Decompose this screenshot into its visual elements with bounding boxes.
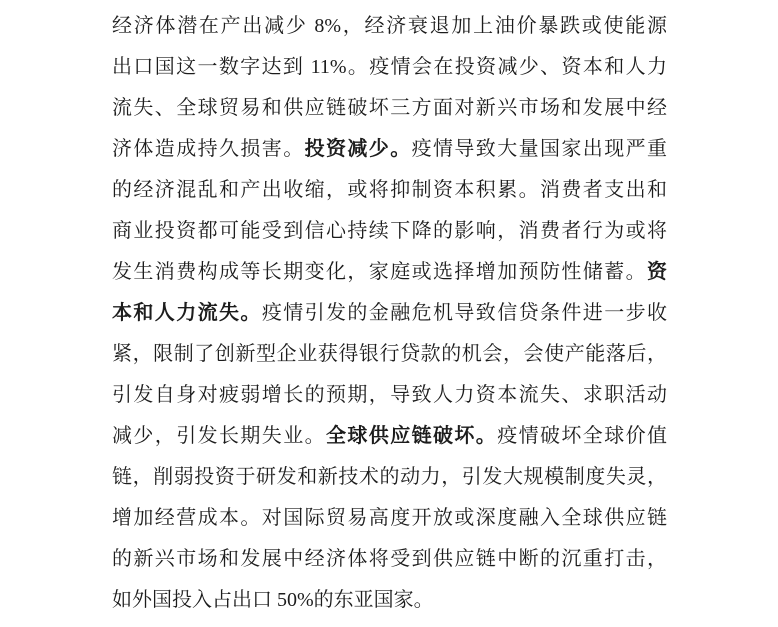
text-segment: 商业投资都可能受到信心持续下降的影响，消费者行为或将	[112, 220, 667, 242]
bold-heading-segment: 全球供应链破坏。	[326, 425, 498, 447]
text-line	[112, 252, 667, 293]
text-line	[112, 498, 667, 539]
text-segment: 紧，限制了创新型企业获得银行贷款的机会，会使产能落后，	[112, 343, 667, 365]
text-segment: 疫情导致大量国家出现严重	[411, 138, 667, 160]
text-line	[112, 334, 667, 375]
text-segment: 的新兴市场和发展中经济体将受到供应链中断的沉重打击，	[112, 548, 667, 570]
text-line	[112, 539, 667, 580]
text-segment: 增加经营成本。对国际贸易高度开放或深度融入全球供应链	[112, 507, 667, 529]
text-line	[112, 293, 667, 334]
bold-heading-segment: 本和人力流失。	[112, 302, 262, 324]
text-line	[112, 129, 667, 170]
text-segment: 的经济混乱和产出收缩，或将抑制资本积累。消费者支出和	[112, 179, 667, 201]
text-segment: 发生消费构成等长期变化，家庭或选择增加预防性储蓄。	[112, 261, 647, 283]
text-line	[112, 47, 667, 88]
text-segment: 如外国投入占出口 50%的东亚国家。	[112, 589, 434, 611]
paragraph	[112, 6, 667, 621]
text-line	[112, 375, 667, 416]
text-segment: 减少，引发长期失业。	[112, 425, 326, 447]
text-line	[112, 457, 667, 498]
text-line	[112, 6, 667, 47]
text-segment: 出口国这一数字达到 11%。疫情会在投资减少、资本和人力	[112, 56, 667, 78]
text-segment: 济体造成持久损害。	[112, 138, 305, 160]
text-segment: 引发自身对疲弱增长的预期，导致人力资本流失、求职活动	[112, 384, 667, 406]
text-line	[112, 211, 667, 252]
text-segment: 经济体潜在产出减少 8%，经济衰退加上油价暴跌或使能源	[112, 15, 667, 37]
text-line	[112, 88, 667, 129]
bold-heading-segment: 投资减少。	[304, 138, 412, 160]
text-line	[112, 416, 667, 457]
text-segment: 流失、全球贸易和供应链破坏三方面对新兴市场和发展中经	[112, 97, 667, 119]
text-segment: 疫情引发的金融危机导致信贷条件进一步收	[261, 302, 667, 324]
text-segment: 疫情破坏全球价值	[497, 425, 667, 447]
text-line	[112, 580, 667, 621]
text-line	[112, 170, 667, 211]
text-segment: 链，削弱投资于研发和新技术的动力，引发大规模制度失灵，	[112, 466, 667, 488]
bold-heading-segment: 资	[647, 261, 667, 283]
